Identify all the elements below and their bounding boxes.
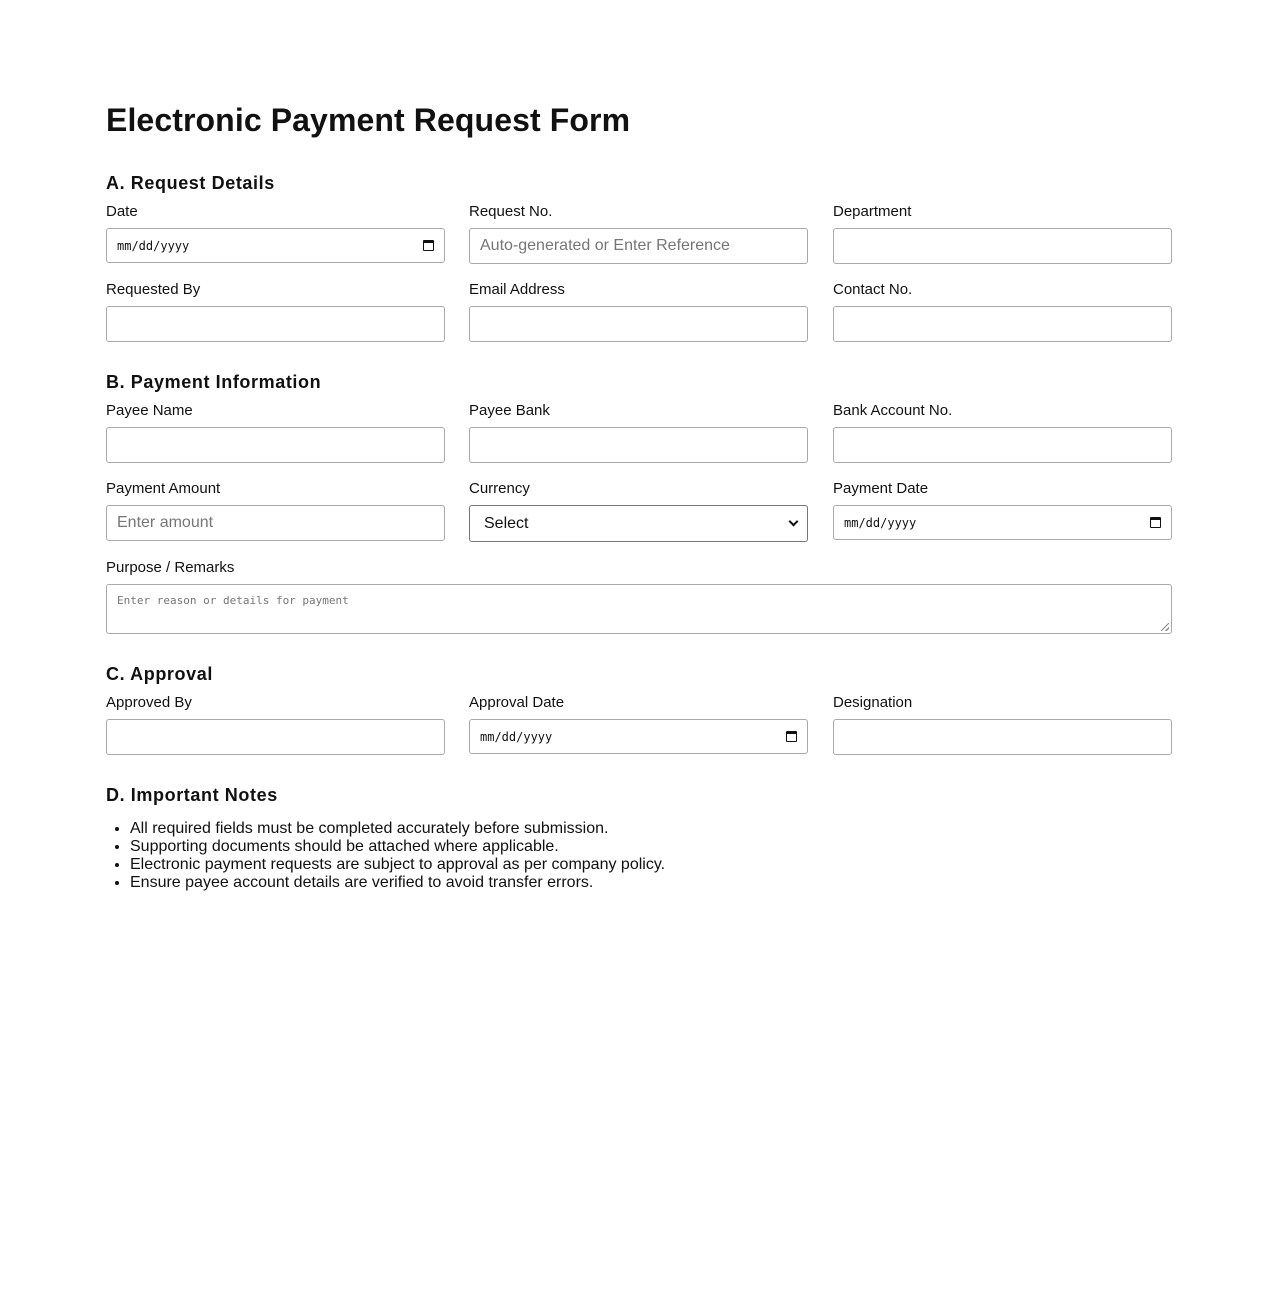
email-input[interactable] xyxy=(469,306,808,342)
department-input[interactable] xyxy=(833,228,1172,264)
date-label: Date xyxy=(106,203,138,220)
request-no-field-group xyxy=(469,203,808,264)
department-label: Department xyxy=(833,203,912,220)
approved-by-input[interactable] xyxy=(106,719,445,755)
approved-by-field-group xyxy=(106,694,445,755)
department-field-group xyxy=(833,203,1172,264)
approval-date-placeholder: mm/dd/yyyy xyxy=(480,729,553,744)
requested-by-field-group xyxy=(106,281,445,342)
purpose-label: Purpose / Remarks xyxy=(106,559,235,576)
requested-by-label: Requested By xyxy=(106,281,201,298)
email-field-group xyxy=(469,281,808,342)
purpose-textarea[interactable] xyxy=(106,584,1172,634)
purpose-field-group xyxy=(106,559,1172,634)
currency-label: Currency xyxy=(469,480,530,497)
currency-selected-value: Select xyxy=(484,514,529,532)
contact-field-group xyxy=(833,281,1172,342)
form-title: Electronic Payment Request Form xyxy=(106,102,631,138)
calendar-icon[interactable] xyxy=(423,240,434,251)
payment-amount-label: Payment Amount xyxy=(106,480,221,497)
payment-amount-field-group xyxy=(106,480,445,541)
designation-field-group xyxy=(833,694,1172,755)
purpose-placeholder: Enter reason or details for payment xyxy=(117,594,349,607)
section-title-approval: C. Approval xyxy=(106,664,213,684)
approval-date-label: Approval Date xyxy=(469,694,565,711)
payee-bank-label: Payee Bank xyxy=(469,402,550,419)
payment-date-placeholder: mm/dd/yyyy xyxy=(844,515,917,530)
payment-amount-input[interactable] xyxy=(106,505,445,541)
bank-account-field-group xyxy=(833,402,1172,463)
list-item: • All required fields must be completed accurately before submission. xyxy=(130,820,665,838)
date-field-group xyxy=(106,203,445,263)
notes-list xyxy=(106,820,665,892)
request-no-label: Request No. xyxy=(469,203,553,220)
payee-name-label: Payee Name xyxy=(106,402,193,419)
chevron-down-icon xyxy=(789,517,799,527)
calendar-icon[interactable] xyxy=(786,731,797,742)
section-title-payment-information: B. Payment Information xyxy=(106,372,322,392)
list-item: • Supporting documents should be attached where applicable. xyxy=(130,838,665,856)
list-item: • Ensure payee account details are verified to avoid transfer errors. xyxy=(130,874,665,892)
resize-handle-icon[interactable] xyxy=(1161,623,1169,631)
designation-input[interactable] xyxy=(833,719,1172,755)
currency-select[interactable] xyxy=(469,505,808,542)
bank-account-label: Bank Account No. xyxy=(833,402,953,419)
approved-by-label: Approved By xyxy=(106,694,192,711)
payee-name-input[interactable] xyxy=(106,427,445,463)
payment-date-input[interactable] xyxy=(833,505,1172,540)
request-no-input[interactable] xyxy=(469,228,808,264)
date-placeholder: mm/dd/yyyy xyxy=(117,238,190,253)
designation-label: Designation xyxy=(833,694,913,711)
calendar-icon[interactable] xyxy=(1150,517,1161,528)
currency-field-group xyxy=(469,480,808,542)
payee-name-field-group xyxy=(106,402,445,463)
payment-date-label: Payment Date xyxy=(833,480,929,497)
approval-date-input[interactable] xyxy=(469,719,808,754)
bank-account-input[interactable] xyxy=(833,427,1172,463)
contact-label: Contact No. xyxy=(833,281,913,298)
contact-input[interactable] xyxy=(833,306,1172,342)
approval-date-field-group xyxy=(469,694,808,754)
requested-by-input[interactable] xyxy=(106,306,445,342)
payee-bank-field-group xyxy=(469,402,808,463)
email-label: Email Address xyxy=(469,281,565,298)
list-item: • Electronic payment requests are subject to approval as per company policy. xyxy=(130,856,665,874)
date-input[interactable] xyxy=(106,228,445,263)
section-title-important-notes: D. Important Notes xyxy=(106,785,278,805)
section-title-request-details: A. Request Details xyxy=(106,173,275,193)
payee-bank-input[interactable] xyxy=(469,427,808,463)
payment-date-field-group xyxy=(833,480,1172,540)
